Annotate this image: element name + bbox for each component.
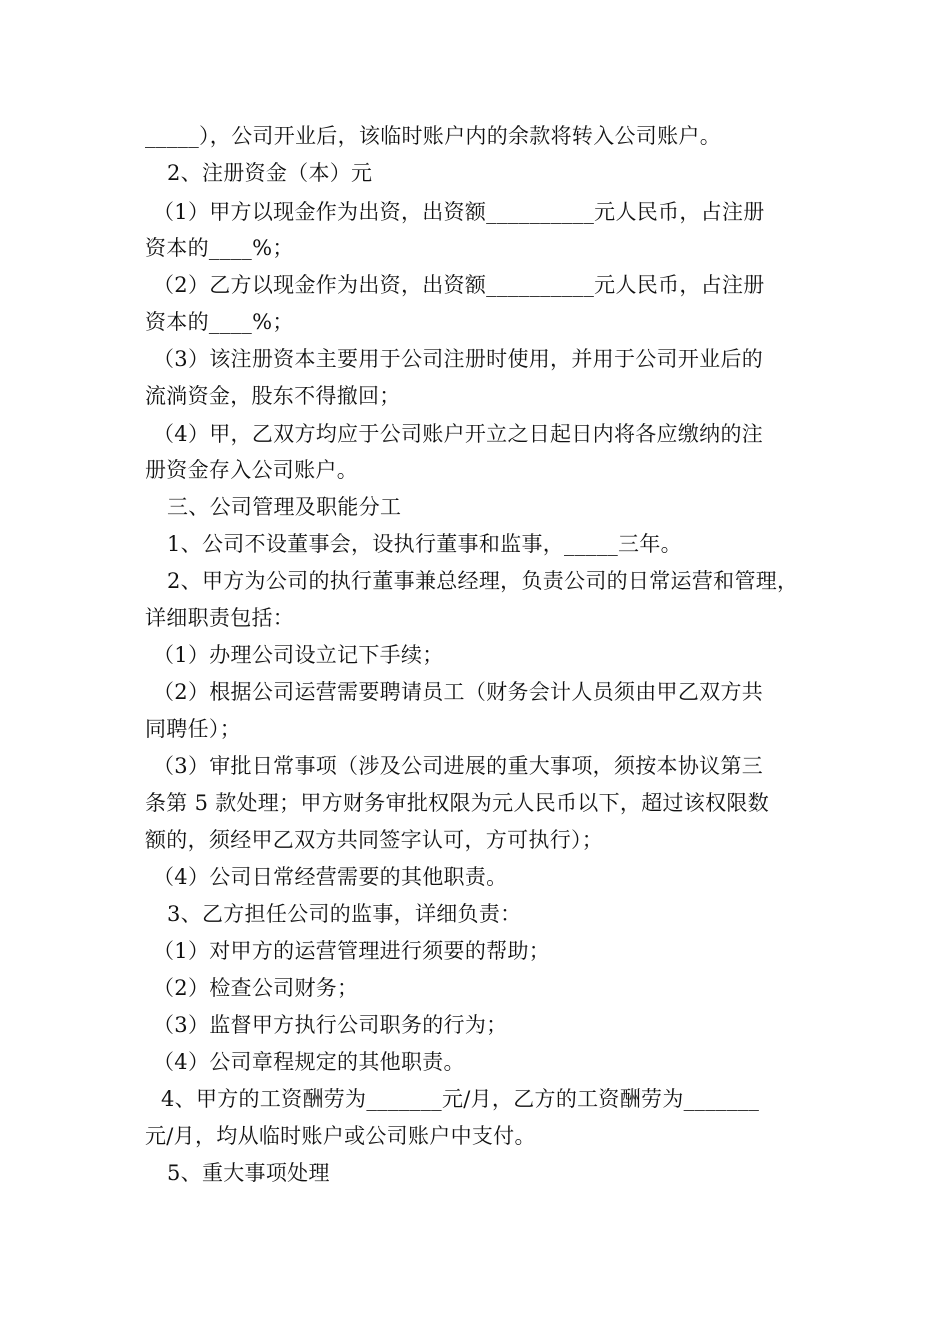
section-heading: 2、注册资金（本）元 bbox=[167, 161, 373, 185]
text-line: 资本的____%； bbox=[145, 236, 294, 260]
text-line: （3）该注册资本主要用于公司注册时使用，并用于公司开业后的 bbox=[153, 347, 764, 371]
text-line: 详细职责包括： bbox=[145, 606, 295, 630]
text-line: （3）监督甲方执行公司职务的行为； bbox=[153, 1013, 508, 1037]
text-line: 元/月，均从临时账户或公司账户中支付。 bbox=[145, 1124, 536, 1148]
text-line: （4）公司日常经营需要的其他职责。 bbox=[153, 865, 508, 889]
text-line: （2）乙方以现金作为出资，出资额__________元人民币，占注册 bbox=[153, 273, 765, 297]
section-heading: 5、重大事项处理 bbox=[167, 1161, 330, 1185]
text-line: 册资金存入公司账户。 bbox=[145, 458, 358, 482]
text-line: 1、公司不设董事会，设执行董事和监事，_____三年。 bbox=[167, 532, 682, 556]
text-line: _____），公司开业后，该临时账户内的余款将转入公司账户。 bbox=[145, 124, 721, 148]
text-line: （2）检查公司财务； bbox=[153, 976, 359, 1000]
text-line: 条第 5 款处理；甲方财务审批权限为元人民币以下，超过该权限数 bbox=[145, 791, 770, 815]
text-line: 流淌资金，股东不得撤回； bbox=[145, 384, 401, 408]
text-line: 2、甲方为公司的执行董事兼总经理，负责公司的日常运营和管理， bbox=[167, 569, 799, 593]
text-line: （4）甲，乙双方均应于公司账户开立之日起日内将各应缴纳的注 bbox=[153, 422, 764, 446]
text-line: （1）办理公司设立记下手续； bbox=[153, 643, 444, 667]
text-line: 3、乙方担任公司的监事，详细负责： bbox=[167, 902, 522, 926]
text-line: 同聘任）； bbox=[145, 717, 241, 741]
text-line: （2）根据公司运营需要聘请员工（财务会计人员须由甲乙双方共 bbox=[153, 680, 764, 704]
text-line: （4）公司章程规定的其他职责。 bbox=[153, 1050, 465, 1074]
text-line: 额的，须经甲乙双方共同签字认可，方可执行）； bbox=[145, 828, 604, 852]
text-line: 资本的____%； bbox=[145, 310, 294, 334]
text-line: （3）审批日常事项（涉及公司进展的重大事项，须按本协议第三 bbox=[153, 754, 764, 778]
text-line: （1）对甲方的运营管理进行须要的帮助； bbox=[153, 939, 551, 963]
text-line: （1）甲方以现金作为出资，出资额__________元人民币，占注册 bbox=[153, 200, 765, 224]
section-heading: 三、公司管理及职能分工 bbox=[167, 495, 402, 519]
text-line: 4、甲方的工资酬劳为_______元/月，乙方的工资酬劳为_______ bbox=[161, 1087, 760, 1111]
